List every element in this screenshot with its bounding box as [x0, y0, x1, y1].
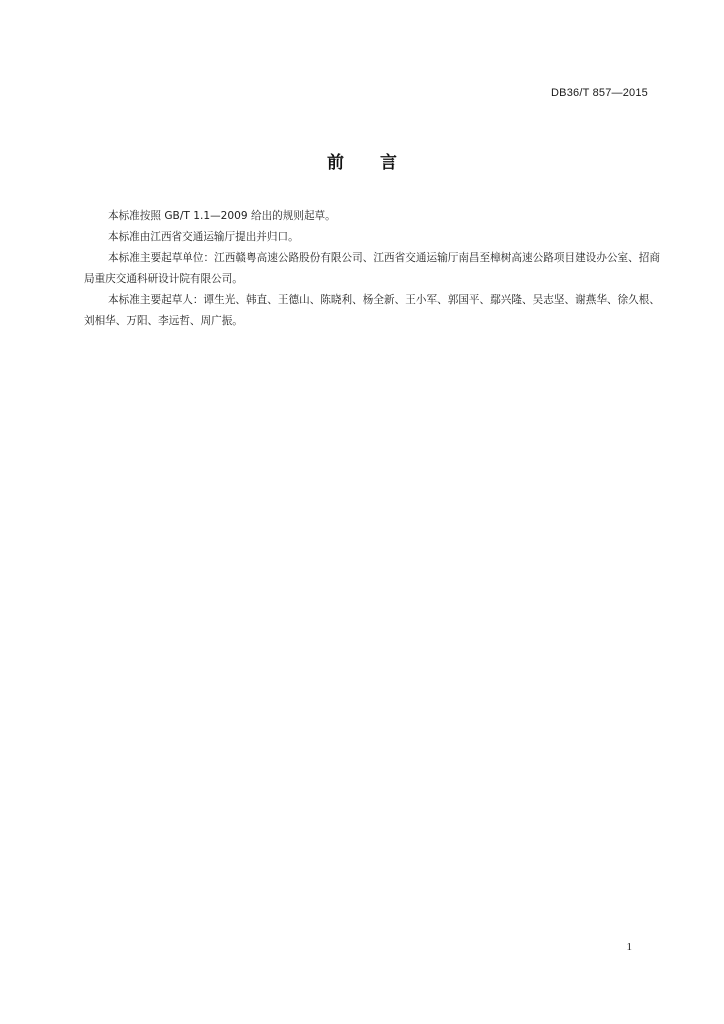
paragraph-drafters: 本标准主要起草人：谭生光、韩直、王德山、陈晓利、杨全新、王小军、郭国平、鄢兴隆、吴志坚、谢燕华、徐久根、刘相华、万阳、李远哲、周广振。: [84, 294, 660, 327]
page-number: 1: [626, 941, 632, 953]
paragraph-proposer: 本标准由江西省交通运输厅提出并归口。: [108, 231, 299, 243]
foreword-body: [84, 206, 660, 332]
standard-code: DB36/T 857—2015: [551, 87, 648, 99]
paragraph-drafting-units: 本标准主要起草单位：江西赣粤高速公路股份有限公司、江西省交通运输厅南昌至樟树高速公路项目建设办公室、招商局重庆交通科研设计院有限公司。: [84, 252, 660, 285]
page-title: 前言: [327, 153, 433, 173]
paragraph-drafting-rules: 本标准按照 GB/T 1.1—2009 给出的规则起草。: [108, 210, 336, 222]
